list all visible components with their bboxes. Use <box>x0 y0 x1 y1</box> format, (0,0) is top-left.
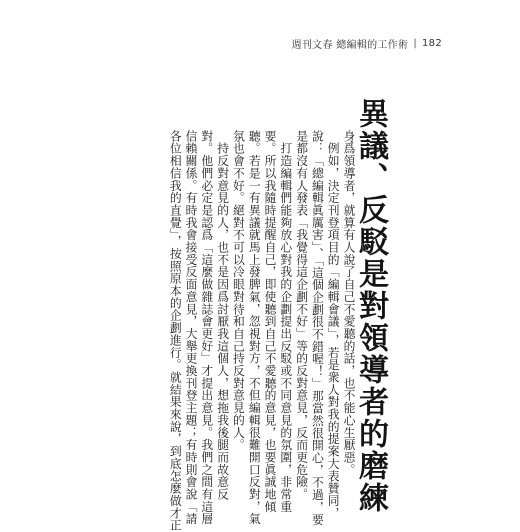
text-column: 打造編輯們能夠放心對我的企劃提出反駁或不同意見的氛圍，非常重 <box>278 130 293 513</box>
header-separator: | <box>413 38 417 49</box>
text-column: 是都沒有人發表「我覺得這企劃不好」等的反對意見，反而更危險。 <box>294 130 309 501</box>
page-number: 182 <box>422 38 442 49</box>
text-column: 例如，決定刊登項目的「編輯會議」，若是衆人對我的提案大表贊同， <box>326 130 341 520</box>
chapter-title: 異議、反駁是對領導者的磨練 <box>353 98 388 514</box>
text-column: 氛也會不好。絕對不可以冷眼對待和自己持反對意見的人。 <box>231 130 246 452</box>
text-column: 身爲領導者，就算有人說了自己不愛聽的話，也不能心生厭惡。 <box>342 130 356 476</box>
book-title: 週刊文春 總編輯的工作術 <box>291 40 409 51</box>
text-column: 對。他們必定是認爲「這麼做雜誌會更好」才提出意見。我們之間有這層 <box>199 130 214 526</box>
running-header <box>292 36 442 51</box>
body-text <box>148 130 356 532</box>
text-column: 信賴關係。有時我會接受反面意見，大舉更換刊登主題；有時則會說「請 <box>184 130 199 526</box>
text-column: 要。所以我隨時提醒自己，即使聽到自己不愛聽的意見，也要眞誠地傾 <box>263 130 278 513</box>
text-column: 說：「總編輯眞厲害」、「這個企劃很不錯喔！」那當然很開心，不過，要 <box>310 130 325 526</box>
text-column: 各位相信我的直覺」，按照原本的企劃進行。就結果來說，到底怎麼做才正 <box>168 130 183 532</box>
text-column: 聽。若是一有異議就馬上發脾氣，忽視對方，不但編輯很難開口反對，氣 <box>247 130 262 526</box>
text-column: 持反對意見的人，也不是因爲討厭我這個人，想拖我後腿而故意反 <box>215 130 230 501</box>
